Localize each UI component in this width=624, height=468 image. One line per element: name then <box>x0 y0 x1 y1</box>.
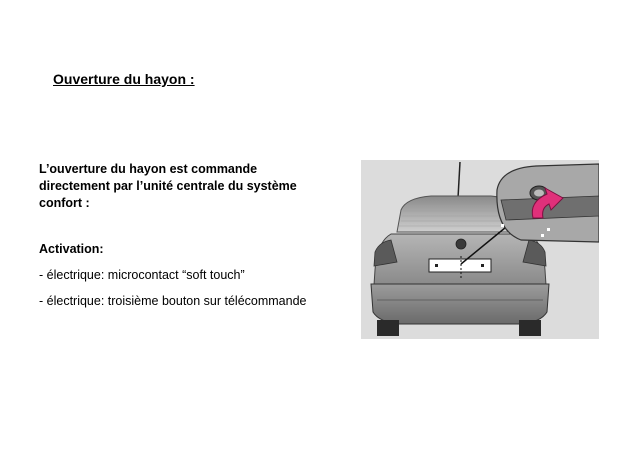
rear-bumper <box>371 284 549 324</box>
page-title: Ouverture du hayon : <box>53 71 195 87</box>
activation-item-soft-touch: - électrique: microcontact “soft touch” <box>39 268 245 282</box>
activation-heading: Activation: <box>39 242 104 256</box>
intro-text: L’ouverture du hayon est commande directement par l’unité centrale du système confort : <box>39 162 297 210</box>
left-wheel <box>377 320 399 336</box>
car-rear-illustration <box>361 160 599 339</box>
brand-badge <box>456 239 466 249</box>
activation-item-remote: - électrique: troisième bouton sur télécommande <box>39 294 307 308</box>
right-wheel <box>519 320 541 336</box>
